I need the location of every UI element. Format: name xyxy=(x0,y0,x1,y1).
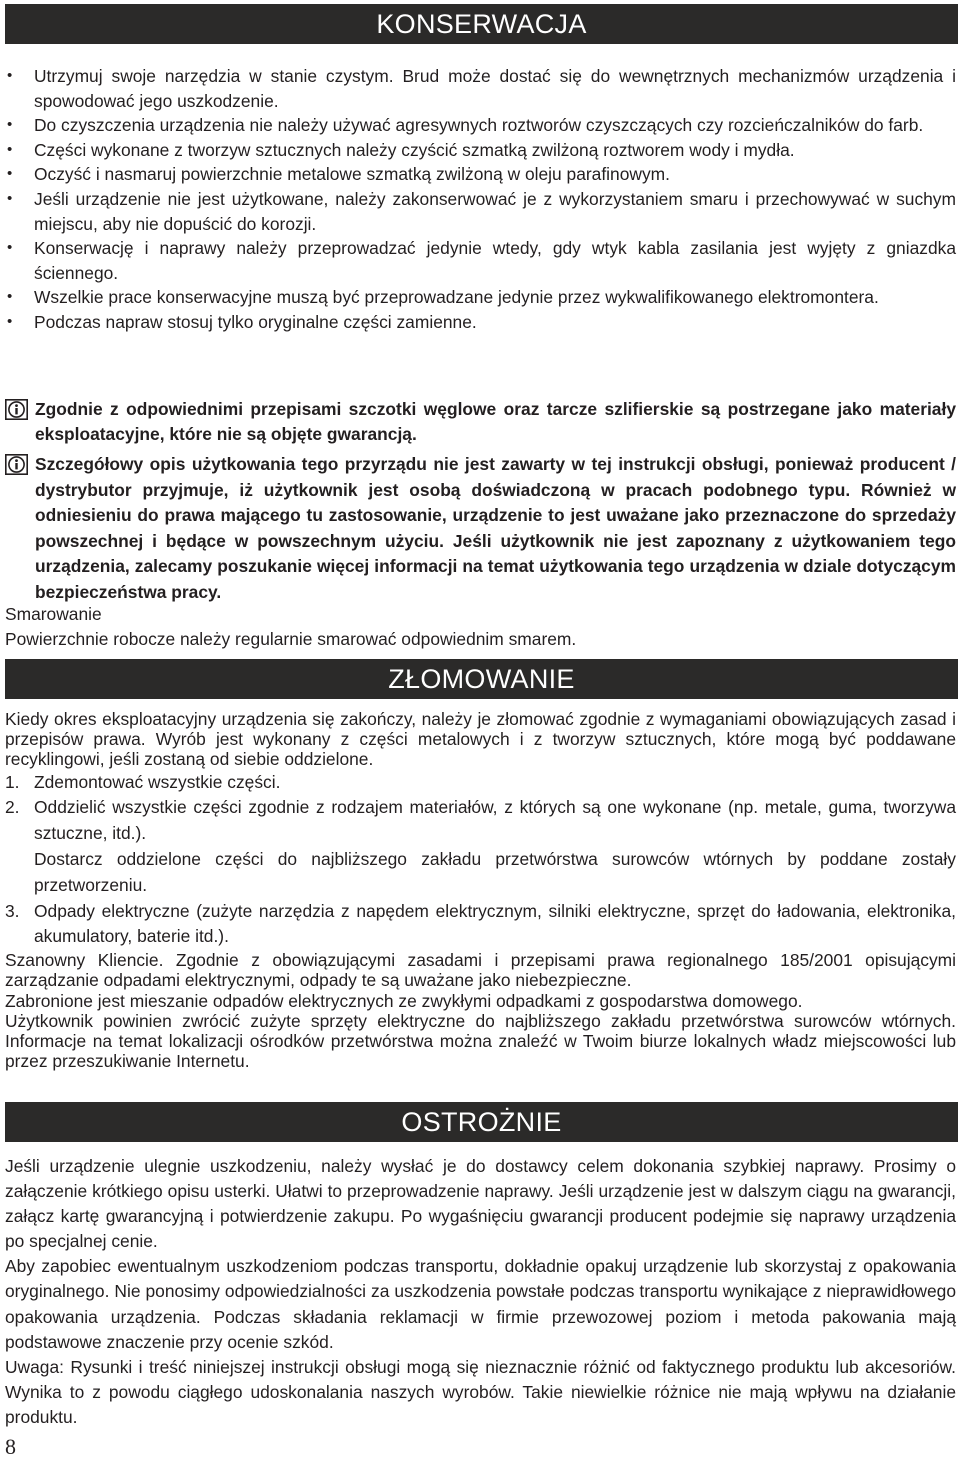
list-item: • Oczyść i nasmaruj powierzchnie metalowe szmatką zwilżoną w oleju parafinowym. xyxy=(5,162,956,187)
list-item: • Do czyszczenia urządzenia nie należy używać agresywnych roztworów czyszczących czy rozcieńczalników do farb. xyxy=(5,113,956,138)
note-text: Zgodnie z odpowiednimi przepisami szczotki węglowe oraz tarcze szlifierskie są postrzegane jako materiały eksploatacyjne, które nie są objęte gwarancją. xyxy=(35,399,956,445)
list-item: • Jeśli urządzenie nie jest użytkowane, należy zakonserwować je z wykorzystaniem smaru i przechowywać w suchym miejscu, aby nie dopuścić do korozji. xyxy=(5,187,956,236)
step-text: Oddzielić wszystkie części zgodnie z rodzajem materiałów, z których są one wykonane (np. metale, guma, tworzywa sztuczne, itd.). xyxy=(34,797,956,844)
step-extra-text: Dostarcz oddzielone części do najbliższego zakładu przetwórstwa surowców wtórnych by poddane zostały przetworzeniu. xyxy=(34,849,956,895)
disposal-paragraph: Użytkownik powinien zwrócić zużyte sprzęty elektryczne do najbliższego zakładu przetwórstwa surowców wtórnych. Informacje na temat lokalizacji ośrodków przetwórstwa można znaleźć w Twoim biurze lokalnych władz miejscowości lub przez przeszukiwanie Internetu. xyxy=(5,1010,956,1072)
list-item: • Utrzymuj swoje narzędzia w stanie czystym. Brud może dostać się do wewnętrznych mechanizmów urządzenia i spowodować jego uszkodzenie. xyxy=(5,64,956,113)
note-text: Szczegółowy opis użytkowania tego przyrządu nie jest zawarty w tej instrukcji obsługi, ponieważ producent / dystrybutor przyjmuje, iż użytkownik jest osobą doświadczoną w pracach podobnego typu. Również w odniesieniu do prawa mającego tu zastosowanie, urządzenie to jest uważane jako przeznaczone do sprzedaży powszechnej i będące w powszechnym użyciu. Jeśli użytkownik nie jest zapoznany z użytkowaniem tego urządzenia, zalecamy poszukanie więcej informacji na temat użytkowania tego urządzenia w dziale dotyczącym bezpieczeństwa pracy. xyxy=(35,454,956,602)
lubrication-section xyxy=(5,602,956,652)
disposal-paragraph: Szanowny Kliencie. Zgodnie z obowiązującymi zasadami i przepisami prawa regionalnego 185/2001 opisującymi zarządzanie odpadami elektrycznymi, odpady te są uważane jako niebezpieczne. xyxy=(5,950,956,991)
maintenance-list xyxy=(5,64,956,335)
list-item xyxy=(5,795,956,898)
caution-paragraph: Jeśli urządzenie ulegnie uszkodzeniu, należy wysłać je do dostawcy celem dokonania szybkiej naprawy. Prosimy o załączenie krótkiego opisu usterki. Ułatwi to przeprowadzenie naprawy. Jeśli urządzenie jest w dalszym ciągu na gwarancji, załącz kartę gwarancyjną i potwierdzenie zakupu. Po wygaśnięciu gwarancji producent podejmie się naprawy urządzenia po specjalnej cenie. xyxy=(5,1156,956,1252)
disposal-steps xyxy=(5,770,956,951)
step-number: 3. xyxy=(5,900,20,921)
section-title-zlomowanie: ZŁOMOWANIE xyxy=(5,659,958,699)
list-item: • Konserwację i naprawy należy przeprowadzać jedynie wtedy, gdy wtyk kabla zasilania jest wyjęty z gniazdka ściennego. xyxy=(5,236,956,285)
step-number: 1. xyxy=(5,771,20,792)
caution-paragraph: Aby zapobiec ewentualnym uszkodzeniom podczas transportu, dokładnie opakuj urządzenie lub skorzystaj z opakowania oryginalnego. Nie ponosimy odpowiedzialności za uszkodzenia powstałe podczas transportu wynikające z nieprawidłowego opakowania urządzenia. Podczas składania reklamacji w firmie przewozowej poziom i metoda pakowania mają podstawowe znaczenie przy ocenie szkód. xyxy=(5,1256,956,1352)
info-icon xyxy=(5,399,28,420)
info-note-usage xyxy=(5,452,956,606)
list-item xyxy=(5,770,956,796)
info-note-wear-parts xyxy=(5,397,956,447)
disposal-section xyxy=(5,709,956,1071)
lubrication-text: Powierzchnie robocze należy regularnie smarować odpowiednim smarem. xyxy=(5,629,577,649)
maintenance-section xyxy=(5,64,956,335)
lubrication-heading: Smarowanie xyxy=(5,604,102,624)
list-item: • Wszelkie prace konserwacyjne muszą być przeprowadzane jedynie przez wykwalifikowanego elektromontera. xyxy=(5,285,956,310)
disposal-paragraph: Zabronione jest mieszanie odpadów elektrycznych ze zwykłymi odpadkami z gospodarstwa domowego. xyxy=(5,990,803,1011)
list-item xyxy=(5,899,956,951)
section-title-ostroznie: OSTROŻNIE xyxy=(5,1102,958,1142)
step-number: 2. xyxy=(5,797,20,818)
caution-section xyxy=(5,1154,956,1430)
step-text: Zdemontować wszystkie części. xyxy=(34,771,281,792)
list-item: • Podczas napraw stosuj tylko oryginalne części zamienne. xyxy=(5,310,956,335)
step-text: Odpady elektryczne (zużyte narzędzia z napędem elektrycznym, silniki elektryczne, sprzęt do ładowania, elektronika, akumulatory, baterie itd.). xyxy=(34,900,956,947)
info-icon xyxy=(5,454,28,475)
caution-paragraph: Uwaga: Rysunki i treść niniejszej instrukcji obsługi mogą się nieznacznie różnić od faktycznego produktu lub akcesoriów. Wynika to z powodu ciągłego udoskonalania naszych wyrobów. Takie niewielkie różnice nie mają wpływu na działanie produktu. xyxy=(5,1356,956,1427)
section-title-konserwacja: KONSERWACJA xyxy=(5,4,958,44)
list-item: • Części wykonane z tworzyw sztucznych należy czyścić szmatką zwilżoną roztworem wody i mydła. xyxy=(5,138,956,163)
page-number: 8 xyxy=(5,1434,16,1459)
disposal-intro: Kiedy okres eksploatacyjny urządzenia się zakończy, należy je złomować zgodnie z wymaganiami obowiązujących zasad i przepisów prawa. Wyrób jest wykonany z części metalowych i z tworzyw sztucznych, które mogą być poddawane recyklingowi, jeśli zostaną od siebie oddzielone. xyxy=(5,709,956,770)
